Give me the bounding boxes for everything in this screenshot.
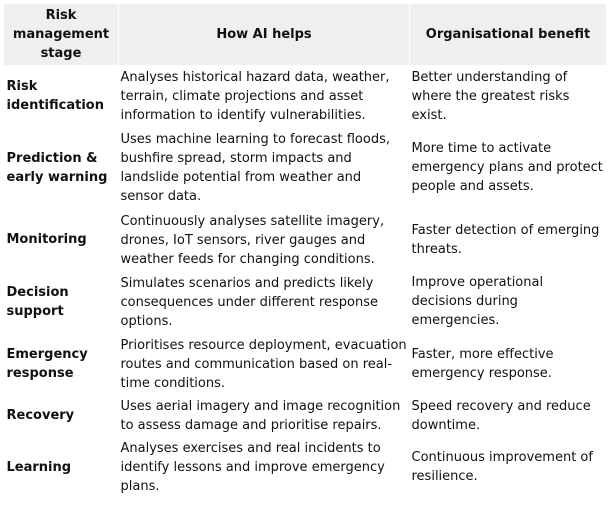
how-ai-helps-cell: Analyses historical hazard data, weather, terrain, climate projections and asset information to identify vulnerabilities. [120, 70, 390, 124]
how-ai-helps-cell: Continuously analyses satellite imagery, drones, IoT sensors, river gauges and weather feeds for changing conditions. [120, 213, 385, 267]
benefit-cell: Continuous improvement of resilience. [411, 450, 593, 484]
how-ai-helps-cell: Simulates scenarios and predicts likely consequences under different response options. [120, 275, 378, 329]
benefit-cell: Better understanding of where the greatest risks exist. [411, 69, 570, 123]
how-ai-helps-cell: Prioritises resource deployment, evacuation routes and communication based on real-time conditions. [120, 337, 407, 391]
how-ai-helps-cell: Analyses exercises and real incidents to identify lessons and improve emergency plans. [120, 441, 385, 494]
table-row [4, 271, 607, 333]
stage-cell: Emergency response [6, 346, 88, 381]
stage-cell: Monitoring [6, 232, 87, 247]
header-organisational-benefit: Organisational benefit [410, 4, 607, 66]
header-row [4, 4, 607, 66]
ai-risk-management-table [3, 3, 607, 498]
stage-cell: Learning [6, 459, 72, 475]
how-ai-helps-cell: Uses aerial imagery and image recognition to assess damage and prioritise repairs. [120, 399, 401, 433]
stage-cell: Recovery [6, 408, 75, 423]
benefit-cell: Faster, more effective emergency response. [411, 346, 554, 381]
table-row [4, 127, 607, 209]
header-how-ai-helps: How AI helps [119, 4, 410, 66]
table-row [4, 437, 607, 498]
benefit-cell: Improve operational decisions during emergencies. [411, 275, 544, 328]
benefit-cell: Faster detection of emerging threats. [411, 222, 600, 257]
table-row [4, 395, 607, 437]
table-row [4, 209, 607, 271]
stage-cell: Prediction & early warning [6, 150, 108, 185]
benefit-cell: More time to activate emergency plans and protect people and assets. [411, 141, 603, 194]
how-ai-helps-cell: Uses machine learning to forecast floods, bushfire spread, storm impacts and landslide potential from weather and sensor data. [120, 132, 390, 204]
header-stage: Risk management stage [4, 4, 119, 66]
stage-cell: Risk identification [6, 79, 104, 114]
table-row [4, 66, 607, 127]
stage-cell: Decision support [6, 284, 69, 319]
benefit-cell: Speed recovery and reduce downtime. [411, 398, 591, 433]
table-row [4, 333, 607, 395]
